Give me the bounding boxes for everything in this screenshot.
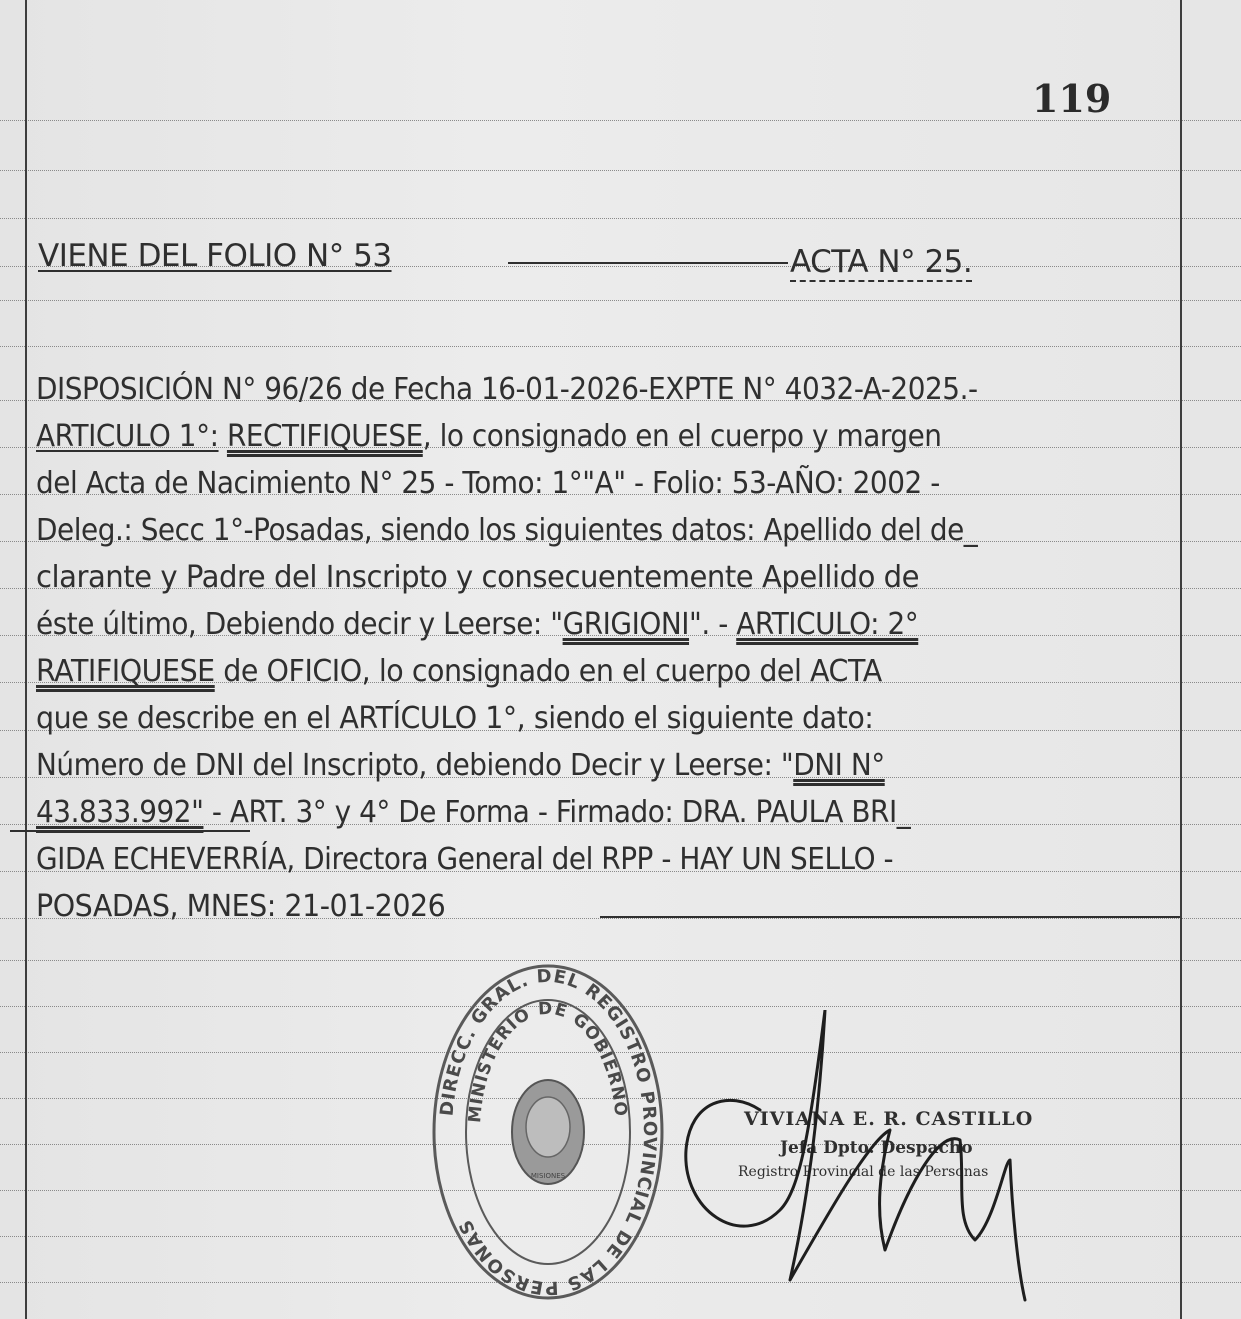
signer-name: VIVIANA E. R. CASTILLO — [744, 1108, 1034, 1130]
ratifiquese-line — [36, 654, 882, 689]
left-margin-line — [25, 0, 27, 1319]
signer-role: Jefa Dpto. Despacho — [780, 1138, 973, 1158]
ratifiquese-text: de OFICIO, lo consignado en el cuerpo del ACTA — [214, 654, 882, 689]
declarante-line: clarante y Padre del Inscripto y consecuentemente Apellido de — [36, 560, 920, 595]
right-margin-line — [1180, 0, 1182, 1319]
seal-center-text: MISIONES — [530, 1172, 566, 1180]
numero-dni-line — [36, 748, 885, 783]
seal-inner-text: MINISTERIO DE GOBIERNO — [465, 998, 631, 1124]
describe-line: que se describe en el ARTÍCULO 1°, siendo el siguiente dato: — [36, 701, 874, 736]
signer-organization: Registro Provincial de las Personas — [738, 1164, 989, 1180]
folio-number: 119 — [1032, 76, 1112, 121]
disposicion-line: DISPOSICIÓN N° 96/26 de Fecha 16-01-2026-EXPTE N° 4032-A-2025.- — [36, 372, 978, 407]
directora-line: GIDA ECHEVERRÍA, Directora General del RPP - HAY UN SELLO - — [36, 842, 894, 877]
leerse-close: ". - — [689, 607, 728, 642]
articulo-2-heading: ARTICULO: 2° — [736, 607, 919, 642]
acta-nacimiento-line: del Acta de Nacimiento N° 25 - Tomo: 1°"A" - Folio: 53-AÑO: 2002 - — [36, 466, 940, 501]
ruled-line — [0, 218, 1241, 219]
grigioni-word: GRIGIONI — [562, 607, 690, 642]
ruled-line — [0, 170, 1241, 171]
posadas-date-line: POSADAS, MNES: 21-01-2026 — [36, 889, 446, 924]
ruled-line — [0, 346, 1241, 347]
leerse-grigioni-line — [36, 607, 918, 642]
leerse-text: éste último, Debiendo decir y Leerse: " — [36, 607, 563, 642]
numero-dni-text: Número de DNI del Inscripto, debiendo Decir y Leerse: " — [36, 748, 794, 783]
fill-line — [508, 262, 788, 264]
seal-emblem-inner — [526, 1097, 570, 1157]
ruled-line — [0, 960, 1241, 961]
delegacion-line: Deleg.: Secc 1°-Posadas, siendo los siguientes datos: Apellido del de_ — [36, 513, 978, 548]
articulo-1-text: , lo consignado en el cuerpo y margen — [422, 419, 942, 454]
articulo-1-heading: ARTICULO 1°: — [36, 419, 219, 454]
seal-outer-text: DIRECC. GRAL. DEL REGISTRO PROVINCIAL DE LAS PERSONAS — [436, 965, 661, 1299]
ruled-line — [0, 300, 1241, 301]
signature-block — [620, 1010, 1060, 1310]
viene-del-folio: VIENE DEL FOLIO N° 53 — [38, 238, 392, 274]
handwritten-signature — [620, 1010, 1060, 1310]
strike-line — [10, 830, 250, 832]
dni-value: 43.833.992" — [36, 795, 204, 830]
dni-value-line — [36, 795, 910, 830]
acta-number: ACTA N° 25. — [790, 244, 973, 280]
closing-line — [600, 916, 1180, 918]
dni-label: DNI N° — [793, 748, 885, 783]
rectifiquese-word: RECTIFIQUESE — [226, 419, 423, 454]
articulo-1-line — [36, 419, 942, 454]
firmado-text: - ART. 3° y 4° De Forma - Firmado: DRA. PAULA BRI_ — [203, 795, 911, 830]
ratifiquese-word: RATIFIQUESE — [36, 654, 215, 689]
